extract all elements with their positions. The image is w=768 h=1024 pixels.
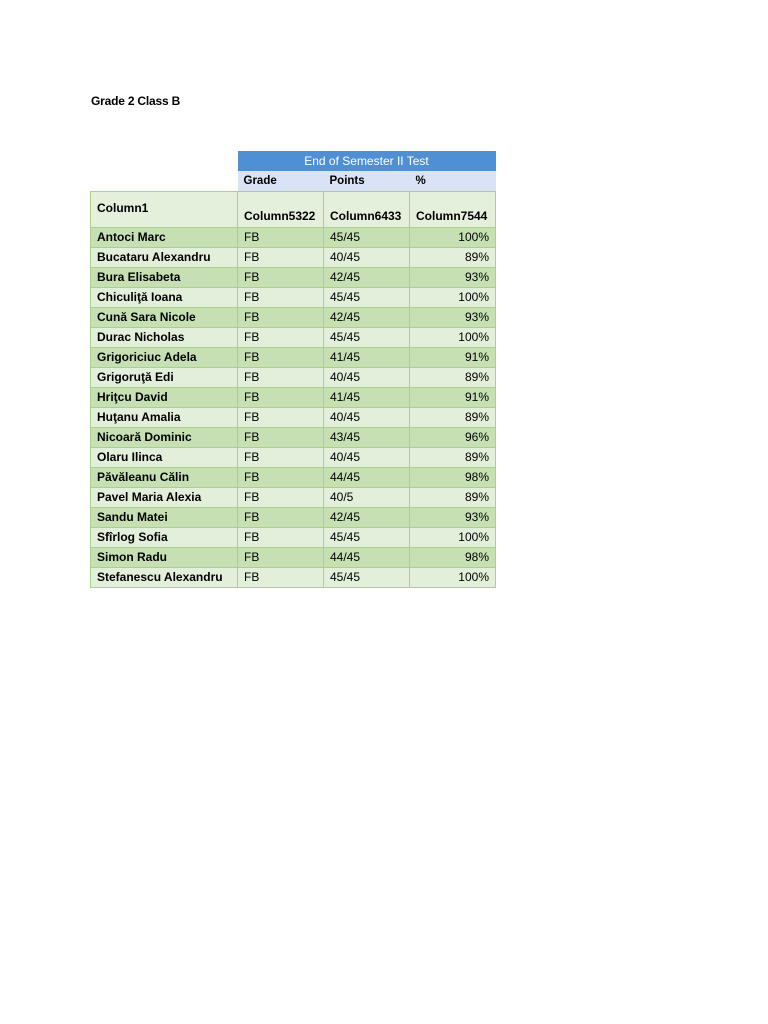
student-name-cell[interactable]: Pavel Maria Alexia [91,487,238,507]
points-cell[interactable]: 45/45 [324,567,410,587]
table-row [91,287,496,307]
grades-table [90,151,496,588]
table-row [91,247,496,267]
points-cell[interactable]: 40/45 [324,407,410,427]
column-header-name[interactable]: Column1 [91,191,238,227]
table-row [91,407,496,427]
table-row [91,547,496,567]
percent-cell[interactable]: 100% [410,327,496,347]
points-cell[interactable]: 45/45 [324,527,410,547]
grade-cell[interactable]: FB [238,287,324,307]
student-name-cell[interactable]: Olaru Ilinca [91,447,238,467]
points-cell[interactable]: 45/45 [324,227,410,247]
percent-cell[interactable]: 100% [410,227,496,247]
table-row [91,467,496,487]
column-header-percent[interactable]: Column7544 [410,191,496,227]
grade-cell[interactable]: FB [238,547,324,567]
percent-cell[interactable]: 93% [410,307,496,327]
student-name-cell[interactable]: Stefanescu Alexandru [91,567,238,587]
student-name-cell[interactable]: Cună Sara Nicole [91,307,238,327]
percent-cell[interactable]: 89% [410,367,496,387]
empty-corner-cell [91,171,238,191]
points-cell[interactable]: 44/45 [324,467,410,487]
table-row [91,567,496,587]
percent-cell[interactable]: 100% [410,567,496,587]
group-header: End of Semester II Test [238,151,496,171]
grade-cell[interactable]: FB [238,387,324,407]
sub-header-grade: Grade [238,171,324,191]
table-row [91,487,496,507]
sub-header-percent: % [410,171,496,191]
student-name-cell[interactable]: Bucataru Alexandru [91,247,238,267]
group-header-row [91,151,496,171]
student-name-cell[interactable]: Sandu Matei [91,507,238,527]
grade-cell[interactable]: FB [238,447,324,467]
grade-cell[interactable]: FB [238,407,324,427]
grade-cell[interactable]: FB [238,487,324,507]
grade-cell[interactable]: FB [238,347,324,367]
grade-cell[interactable]: FB [238,307,324,327]
table-row [91,387,496,407]
student-name-cell[interactable]: Antoci Marc [91,227,238,247]
student-name-cell[interactable]: Huţanu Amalia [91,407,238,427]
column-header-grade[interactable]: Column5322 [238,191,324,227]
points-cell[interactable]: 45/45 [324,327,410,347]
sub-header-points: Points [324,171,410,191]
grade-cell[interactable]: FB [238,427,324,447]
grade-cell[interactable]: FB [238,467,324,487]
grade-cell[interactable]: FB [238,527,324,547]
table-row [91,267,496,287]
percent-cell[interactable]: 93% [410,507,496,527]
percent-cell[interactable]: 98% [410,547,496,567]
points-cell[interactable]: 44/45 [324,547,410,567]
sub-header-row [91,171,496,191]
table-row [91,227,496,247]
student-name-cell[interactable]: Nicoară Dominic [91,427,238,447]
table-row [91,367,496,387]
student-name-cell[interactable]: Grigoruţă Edi [91,367,238,387]
student-name-cell[interactable]: Chiculiţă Ioana [91,287,238,307]
points-cell[interactable]: 43/45 [324,427,410,447]
percent-cell[interactable]: 89% [410,487,496,507]
percent-cell[interactable]: 89% [410,407,496,427]
empty-corner-cell [91,151,238,171]
student-name-cell[interactable]: Sfîrlog Sofia [91,527,238,547]
student-name-cell[interactable]: Simon Radu [91,547,238,567]
points-cell[interactable]: 45/45 [324,287,410,307]
table-row [91,527,496,547]
points-cell[interactable]: 40/45 [324,247,410,267]
student-name-cell[interactable]: Durac Nicholas [91,327,238,347]
percent-cell[interactable]: 89% [410,447,496,467]
column-header-points[interactable]: Column6433 [324,191,410,227]
points-cell[interactable]: 40/5 [324,487,410,507]
percent-cell[interactable]: 91% [410,387,496,407]
student-name-cell[interactable]: Hriţcu David [91,387,238,407]
table-row [91,347,496,367]
grade-cell[interactable]: FB [238,507,324,527]
points-cell[interactable]: 40/45 [324,367,410,387]
points-cell[interactable]: 40/45 [324,447,410,467]
table-row [91,447,496,467]
grade-cell[interactable]: FB [238,247,324,267]
percent-cell[interactable]: 100% [410,287,496,307]
points-cell[interactable]: 42/45 [324,307,410,327]
percent-cell[interactable]: 93% [410,267,496,287]
grade-cell[interactable]: FB [238,327,324,347]
student-name-cell[interactable]: Păvăleanu Călin [91,467,238,487]
percent-cell[interactable]: 100% [410,527,496,547]
table-row [91,327,496,347]
percent-cell[interactable]: 96% [410,427,496,447]
student-name-cell[interactable]: Bura Elisabeta [91,267,238,287]
points-cell[interactable]: 42/45 [324,507,410,527]
percent-cell[interactable]: 89% [410,247,496,267]
points-cell[interactable]: 41/45 [324,387,410,407]
grade-cell[interactable]: FB [238,267,324,287]
table-row [91,507,496,527]
points-cell[interactable]: 41/45 [324,347,410,367]
points-cell[interactable]: 42/45 [324,267,410,287]
grade-cell[interactable]: FB [238,367,324,387]
table-row [91,427,496,447]
document-title: Grade 2 Class B [91,94,181,108]
student-name-cell[interactable]: Grigoriciuc Adela [91,347,238,367]
column-header-row [91,191,496,227]
percent-cell[interactable]: 91% [410,347,496,367]
grade-cell[interactable]: FB [238,227,324,247]
table-row [91,307,496,327]
percent-cell[interactable]: 98% [410,467,496,487]
grade-cell[interactable]: FB [238,567,324,587]
